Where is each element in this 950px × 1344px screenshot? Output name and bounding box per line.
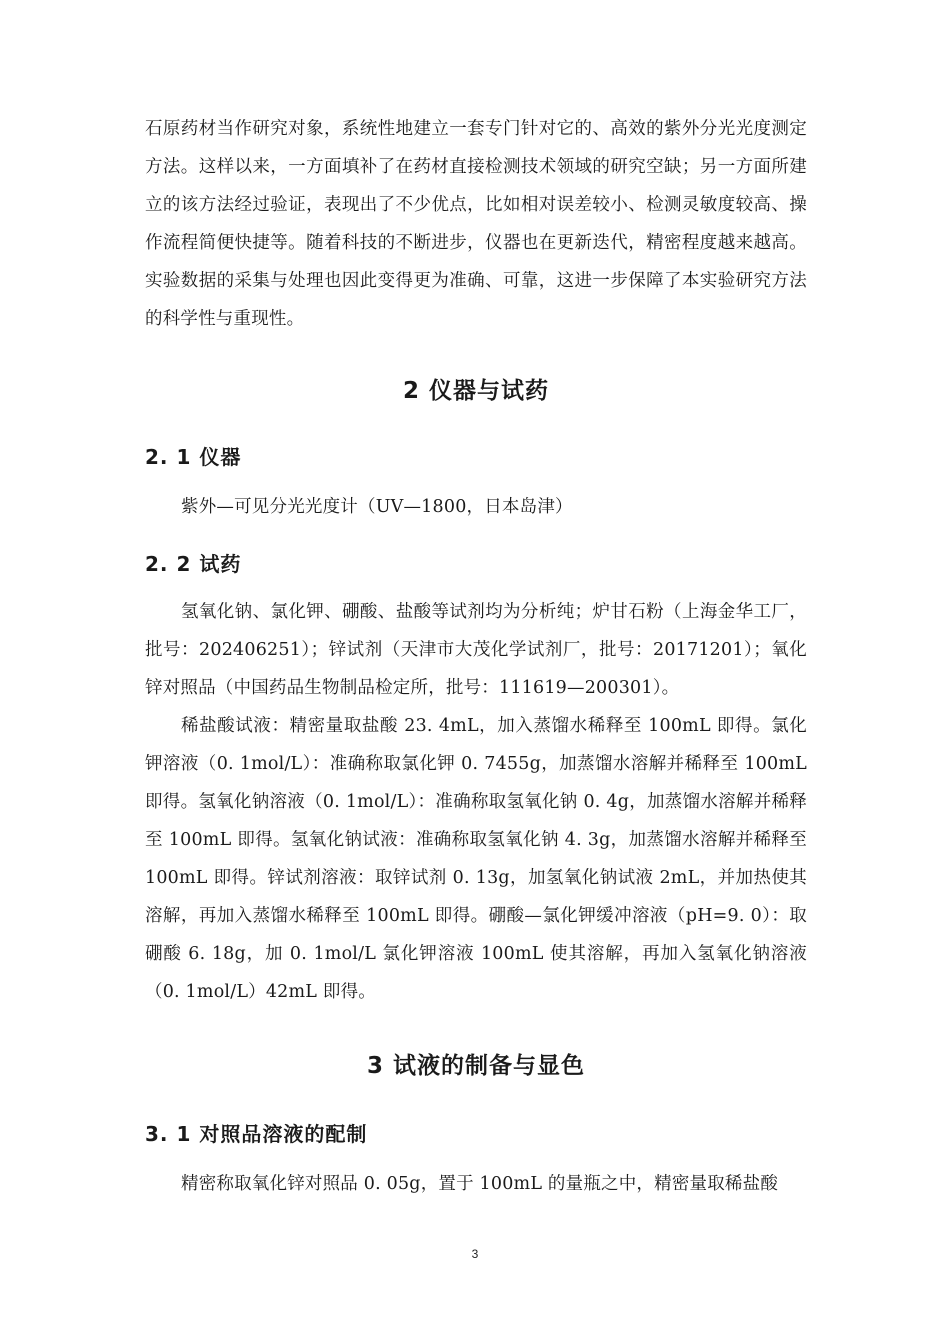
document-page bbox=[145, 110, 807, 1203]
section-2-1-heading: 2. 1 仪器 bbox=[145, 445, 242, 469]
page-number: 3 bbox=[471, 1247, 479, 1261]
reagents-paragraph: 氢氧化钠、氯化钾、硼酸、盐酸等试剂均为分析纯；炉甘石粉（上海金华工厂，批号：202406251）；锌试剂（天津市大茂化学试剂厂，批号：20171201）；氧化锌对照品（中国药品生物制品检定所，批号：111619—200301）。 bbox=[145, 602, 807, 698]
solutions-paragraph: 稀盐酸试液：精密量取盐酸 23. 4mL，加入蒸馏水稀释至 100mL 即得。氯化钾溶液（0. 1mol/L）：准确称取氯化钾 0. 7455g，加蒸馏水溶解并稀释至 100mL 即得。氢氧化钠溶液（0. 1mol/L）：准确称取氢氧化钠 0. 4g，加蒸馏水溶解并稀释至 100mL 即得。氢氧化钠试液：准确称取氢氧化钠 4. 3g，加蒸馏水溶解并稀释至 100mL 即得。锌试剂溶液：取锌试剂 0. 13g，加氢氧化钠试液 2mL，并加热使其溶解，再加入蒸馏水稀释至 100mL 即得。硼酸—氯化钾缓冲溶液（pH=9. 0）：取硼酸 6. 18g，加 0. 1mol/L 氯化钾溶液 100mL 使其溶解，再加入氢氧化钠溶液（0. 1mol/L）42mL 即得。 bbox=[145, 716, 807, 1002]
section-3-1-heading: 3. 1 对照品溶液的配制 bbox=[145, 1122, 368, 1146]
section-2-2-heading: 2. 2 试药 bbox=[145, 552, 242, 576]
instrument-text: 紫外—可见分光光度计（UV—1800，日本岛津） bbox=[181, 497, 573, 517]
reference-solution-text: 精密称取氧化锌对照品 0. 05g，置于 100mL 的量瓶之中，精密量取稀盐酸 bbox=[181, 1174, 779, 1194]
intro-paragraph: 石原药材当作研究对象，系统性地建立一套专门针对它的、高效的紫外分光光度测定方法。这样以来，一方面填补了在药材直接检测技术领域的研究空缺；另一方面所建立的该方法经过验证，表现出了不少优点，比如相对误差较小、检测灵敏度较高、操作流程简便快捷等。随着科技的不断进步，仪器也在更新迭代，精密程度越来越高。实验数据的采集与处理也因此变得更为准确、可靠，这进一步保障了本实验研究方法的科学性与重现性。 bbox=[145, 119, 807, 329]
chapter-2-heading: 2 仪器与试药 bbox=[402, 378, 549, 404]
chapter-3-heading: 3 试液的制备与显色 bbox=[366, 1053, 585, 1079]
